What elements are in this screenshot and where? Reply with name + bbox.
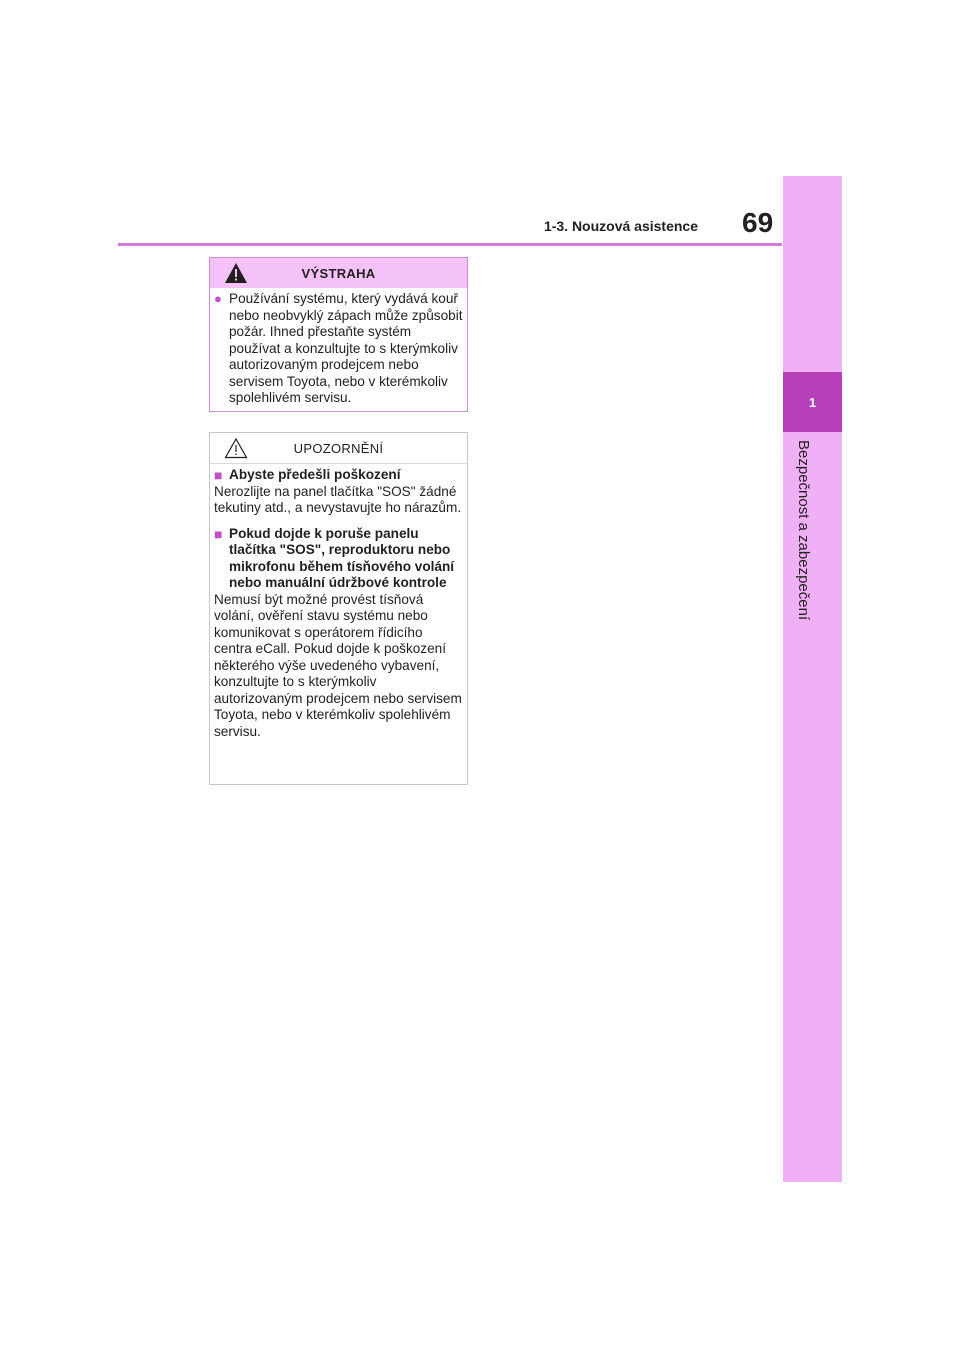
header-rule [118,243,782,246]
side-tab [783,176,842,1182]
caution-heading: ■ Pokud dojde k poruše panelu tlačítka "SOS", reproduktoru nebo mikrofonu během tísňového volání nebo manuální údržbové kontrole [214,525,455,590]
warning-triangle-outline-icon [224,437,248,462]
caution-box [209,432,468,785]
bullet-circle-icon: ● [214,291,222,306]
warning-title: VÝSTRAHA [301,265,376,281]
warning-header [210,258,467,288]
caution-text: Nerozlijte na panel tlačítka "SOS" žádné tekutiny atd., a nevystavujte ho nárazům. [214,483,462,515]
warning-item [214,291,463,407]
caution-title: UPOZORNĚNÍ [293,440,384,456]
caution-header [210,433,467,464]
bullet-square-icon: ■ [214,467,223,483]
chapter-label: Bezpečnost a zabezpečení [795,440,812,621]
section-title: 1-3. Nouzová asistence [543,218,698,234]
page-number: 69 [742,207,774,238]
caution-text: Nemusí být možné provést tísňová volání, ověření stavu systému nebo komunikovat s operátorem řídicího centra eCall. Pokud dojde k poškození některého výše uvedeného vybavení, konzultujte to s kterýmkoliv autorizovaným prodejcem nebo servisem Toyota, nebo v kterémkoliv spolehlivém servisu. [214,591,462,739]
caution-heading: ■ Abyste předešli poškození [214,467,401,483]
bullet-square-icon: ■ [214,525,223,542]
chapter-number: 1 [783,372,842,432]
warning-item-text: Používání systému, který vydává kouř nebo neobvyklý zápach může způsobit požár. Ihned přestaňte systém používat a konzultujte to s kterýmkoliv autorizovaným prodejcem nebo servisem Toyota, nebo v kterémkoliv spolehlivém servisu. [229,291,463,405]
warning-triangle-filled-icon [224,262,248,287]
warning-box [209,257,468,412]
